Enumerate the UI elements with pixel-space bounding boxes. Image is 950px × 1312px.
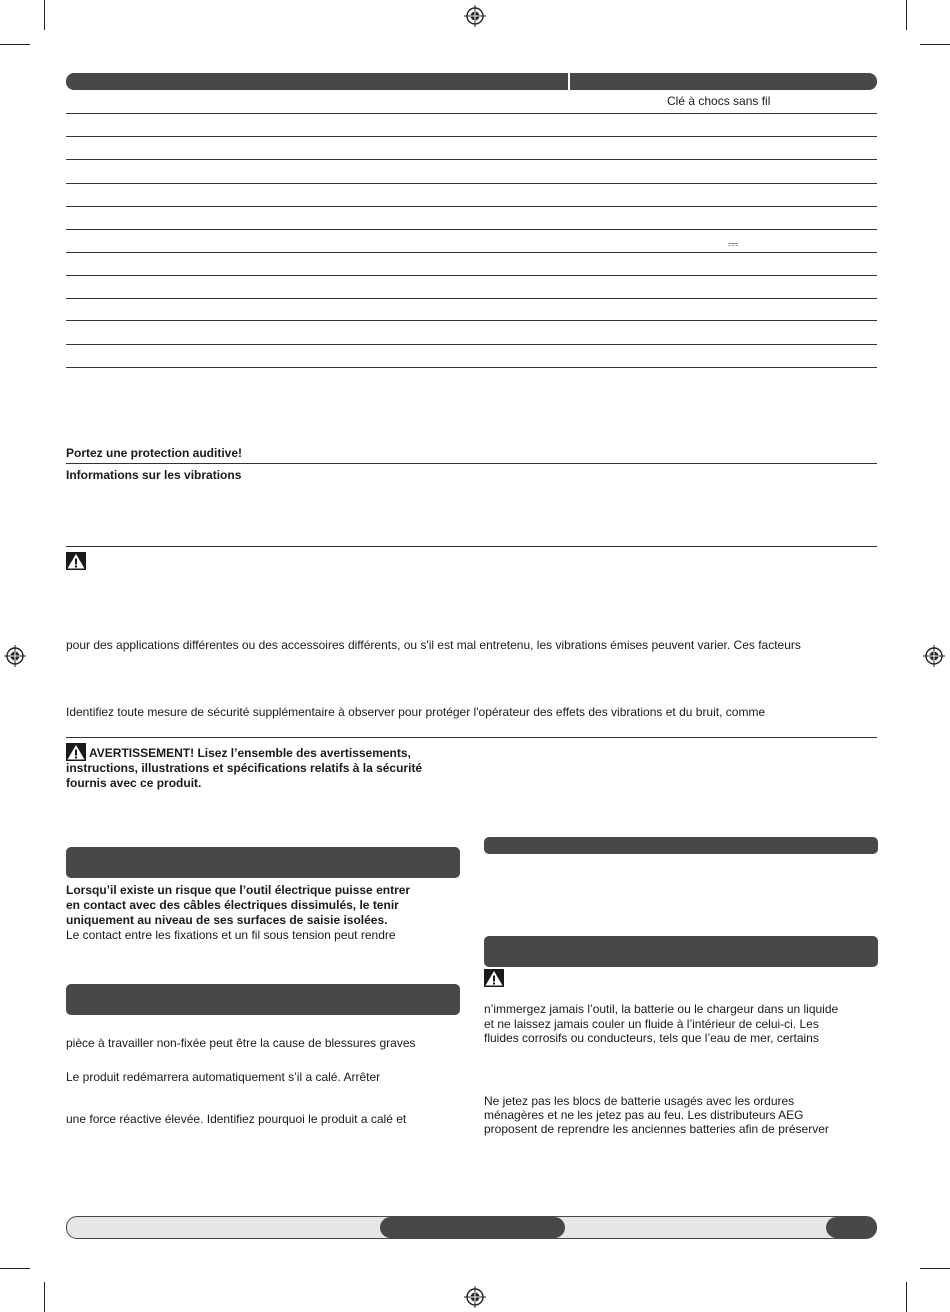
section-header-bar: [484, 837, 878, 854]
table-row-divider: [66, 298, 877, 299]
table-row-divider: [66, 113, 877, 114]
general-warning-line: instructions, illustrations et spécifications relatifs à la sécurité: [66, 761, 423, 775]
footer-center-tab: [380, 1217, 565, 1238]
battery-disposal-text: proposent de reprendre les anciennes batteries afin de préserver: [484, 1122, 829, 1136]
crop-mark: [0, 44, 30, 45]
table-row-divider: [66, 159, 877, 160]
workpiece-text: pièce à travailler non-fixée peut être la cause de blessures graves: [66, 1036, 416, 1050]
vibration-heading: Informations sur les vibrations: [66, 468, 242, 482]
section-divider: [66, 546, 877, 547]
cable-warning-line: uniquement au niveau de ses surfaces de saisie isolées.: [66, 913, 388, 927]
crop-mark: [906, 1282, 907, 1312]
crop-mark: [44, 0, 45, 30]
vibration-variation-text: pour des applications différentes ou des accessoires différents, ou s'il est mal entretenu, les vibrations émises peuvent varier. Ces facteurs: [66, 638, 801, 652]
table-row-divider: [66, 367, 877, 368]
section-divider: [66, 463, 877, 464]
section-header-bar: [484, 936, 878, 967]
registration-mark-icon: [464, 5, 486, 27]
battery-disposal-text: Ne jetez pas les blocs de batterie usagés avec les ordures: [484, 1094, 795, 1108]
table-row-divider: [66, 275, 877, 276]
crop-mark: [906, 0, 907, 30]
warning-triangle-icon: [484, 969, 504, 987]
table-row-divider: [66, 183, 877, 184]
cable-warning-text: Le contact entre les fixations et un fil sous tension peut rendre: [66, 928, 396, 942]
table-row-divider: [66, 252, 877, 253]
cable-warning-line: Lorsqu’il existe un risque que l’outil électrique puisse entrer: [66, 883, 411, 897]
registration-mark-icon: [4, 645, 26, 667]
section-divider: [66, 737, 877, 738]
hearing-protection-note: Portez une protection auditive!: [66, 446, 243, 460]
warning-triangle-icon: [66, 552, 86, 570]
crop-mark: [44, 1282, 45, 1312]
general-warning-line: fournis avec ce produit.: [66, 776, 202, 790]
registration-mark-icon: [464, 1286, 486, 1308]
cable-warning-line: en contact avec des câbles électriques dissimulés, le tenir: [66, 898, 399, 912]
liquid-warning-text: fluides corrosifs ou conducteurs, tels que l’eau de mer, certains: [484, 1031, 819, 1045]
section-header-bar: [66, 847, 460, 878]
crop-mark: [0, 1268, 30, 1269]
spec-table-header-right: [570, 73, 877, 90]
footer-page-tab: [826, 1217, 877, 1238]
reactive-force-text: une force réactive élevée. Identifiez pourquoi le produit a calé et: [66, 1112, 407, 1126]
table-row-divider: [66, 206, 877, 207]
restart-text: Le produit redémarrera automatiquement s’il a calé. Arrêter: [66, 1070, 381, 1084]
table-row-divider: [66, 344, 877, 345]
dc-symbol: ⎓: [728, 236, 739, 251]
crop-mark: [920, 44, 950, 45]
crop-mark: [920, 1268, 950, 1269]
product-name: Clé à chocs sans fil: [667, 94, 771, 108]
liquid-warning-text: n’immergez jamais l’outil, la batterie ou le chargeur dans un liquide: [484, 1002, 839, 1016]
registration-mark-icon: [923, 645, 945, 667]
battery-disposal-text: ménagères et ne les jetez pas au feu. Les distributeurs AEG: [484, 1108, 804, 1122]
section-header-bar: [66, 984, 460, 1015]
general-warning-line: AVERTISSEMENT! Lisez l’ensemble des avertissements,: [89, 746, 411, 760]
warning-triangle-icon: [66, 743, 86, 761]
safety-measure-text: Identifiez toute mesure de sécurité supplémentaire à observer pour protéger l'opérateur des effets des vibrations et du bruit, comme: [66, 705, 766, 719]
table-row-divider: [66, 320, 877, 321]
liquid-warning-text: et ne laissez jamais couler un fluide à l’intérieur de celui-ci. Les: [484, 1017, 819, 1031]
table-row-divider: [66, 229, 877, 230]
table-row-divider: [66, 136, 877, 137]
spec-table-header-left: [66, 73, 568, 90]
